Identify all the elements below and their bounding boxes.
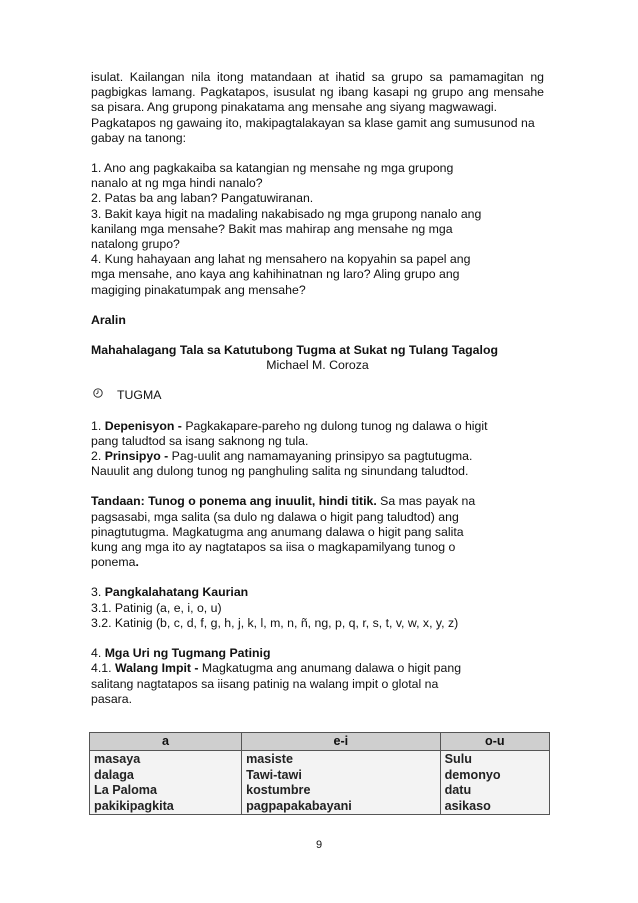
principle-line-1 xyxy=(91,449,544,464)
rhyme-table xyxy=(89,732,550,815)
table-row xyxy=(90,751,550,768)
question-2: 2. Patas ba ang laban? Pangatuwiranan. xyxy=(91,191,314,206)
question-3a: 3. Bakit kaya higit na madaling nakabisado ng mga grupong nanalo ang xyxy=(91,206,482,221)
uri-item-text-a: Magkatugma ang anumang dalawa o higit pang xyxy=(198,661,462,676)
table-cell: pakikipagkita xyxy=(90,799,242,815)
table-cell: kostumbre xyxy=(242,783,441,799)
clock-bullet-icon xyxy=(93,388,107,403)
table-header-cell: o-u xyxy=(440,733,549,751)
tugma-label: TUGMA xyxy=(117,388,162,403)
tandaan-text-a: Sa mas payak na xyxy=(376,494,476,509)
table-cell: La Paloma xyxy=(90,783,242,799)
tandaan-bold: Tandaan: Tunog o ponema ang inuulit, hindi titik. xyxy=(91,494,377,509)
kaurian-title: Pangkalahatang Kaurian xyxy=(104,585,249,600)
tugma-bullet xyxy=(91,388,544,403)
principle-term: Prinsipyo - xyxy=(104,449,169,464)
table-cell: Tawi-tawi xyxy=(242,768,441,784)
tandaan-period: . xyxy=(135,555,139,570)
principle-text-a: Pag-uulit ang namamayaning prinsipyo sa pagtutugma. xyxy=(168,449,473,464)
uri-item-line-3: pasara. xyxy=(91,691,133,706)
definition-term: Depenisyon - xyxy=(104,418,182,433)
uri-title: Mga Uri ng Tugmang Patinig xyxy=(104,646,271,661)
table-row xyxy=(90,799,550,815)
definition-text-a: Pagkakapare-pareho ng dulong tunog ng dalawa o higit xyxy=(181,418,488,433)
question-3c: natalong grupo? xyxy=(91,237,180,252)
table-cell: datu xyxy=(440,783,549,799)
table-cell: demonyo xyxy=(440,768,549,784)
kaurian-number: 3. xyxy=(91,585,105,600)
article-author: Michael M. Coroza xyxy=(266,358,369,373)
table-cell: dalaga xyxy=(90,768,242,784)
after-paragraph: Pagkatapos ng gawaing ito, makipagtalakayan sa klase gamit ang sumusunod na gabay na tanong: xyxy=(91,115,535,145)
tandaan-line-4: kung ang mga ito ay nagtatapos sa iisa o magkapamilyang tunog o xyxy=(91,540,456,555)
table-cell: masiste xyxy=(242,751,441,768)
principle-number: 2. xyxy=(91,449,105,464)
tandaan-line-1 xyxy=(91,494,544,509)
table-cell: pagpapakabayani xyxy=(242,799,441,815)
aralin-heading: Aralin xyxy=(91,312,126,327)
question-list xyxy=(91,161,544,298)
article-title: Mahahalagang Tala sa Katutubong Tugma at Sukat ng Tulang Tagalog xyxy=(91,343,498,358)
tandaan-line-2: pagsasabi, mga salita (sa dulo ng dalawa o higit pang taludtod) ang xyxy=(91,509,459,524)
table-row xyxy=(90,768,550,784)
question-4c: magiging pinakatumpak ang mensahe? xyxy=(91,282,306,297)
question-1b: nanalo at ng mga hindi nanalo? xyxy=(91,176,263,191)
question-3b: kanilang mga mensahe? Bakit mas mahirap ang mensahe ng mga xyxy=(91,221,453,236)
definition-line-1 xyxy=(91,419,544,434)
tandaan-line-5 xyxy=(91,555,544,570)
table-cell: masaya xyxy=(90,751,242,768)
uri-item-line-2: salitang nagtatapos sa iisang patinig na walang impit o glotal na xyxy=(91,676,439,691)
table-header-row xyxy=(90,733,550,751)
uri-number: 4. xyxy=(91,646,105,661)
table-row xyxy=(90,783,550,799)
uri-item-term: Walang Impit - xyxy=(114,661,199,676)
uri-heading xyxy=(91,646,544,661)
definition-number: 1. xyxy=(91,418,105,433)
question-4a: 4. Kung hahayaan ang lahat ng mensahero na kopyahin sa papel ang xyxy=(91,252,471,267)
tandaan-line-3: pinagtutugma. Magkatugma ang anumang dalawa o higit pang salita xyxy=(91,524,464,539)
intro-paragraph: isulat. Kailangan nila itong matandaan at ihatid sa grupo sa pamamagitan ng pagbigkas lamang. Pagkatapos, isusulat ng ibang kasapi ng grupo ang mensahe sa pisara. Ang grupong pinakatama ang mensahe ang siyang magwawagi. xyxy=(91,70,544,115)
table-header-cell: a xyxy=(90,733,242,751)
table-cell: Sulu xyxy=(440,751,549,768)
uri-item-line-1 xyxy=(91,661,544,676)
principle-line-2: Nauulit ang dulong tunog ng panghuling salita ng sinundang taludtod. xyxy=(91,464,469,479)
definition-line-2: pang taludtod sa isang saknong ng tula. xyxy=(91,433,309,448)
uri-item-number: 4.1. xyxy=(91,661,115,676)
tandaan-text-e: ponema xyxy=(91,555,136,570)
kaurian-item-1: 3.1. Patinig (a, e, i, o, u) xyxy=(91,600,222,615)
page-number: 9 xyxy=(315,839,323,851)
kaurian-heading xyxy=(91,585,544,600)
kaurian-item-2: 3.2. Katinig (b, c, d, f, g, h, j, k, l, m, n, ñ, ng, p, q, r, s, t, v, w, x, y, z) xyxy=(91,615,459,630)
question-4b: mga mensahe, ano kaya ang kahihinatnan ng laro? Aling grupo ang xyxy=(91,267,460,282)
table-cell: asikaso xyxy=(440,799,549,815)
question-1a: 1. Ano ang pagkakaiba sa katangian ng mensahe ng mga grupong xyxy=(91,161,454,176)
page-body xyxy=(91,70,544,707)
table-header-cell: e-i xyxy=(242,733,441,751)
